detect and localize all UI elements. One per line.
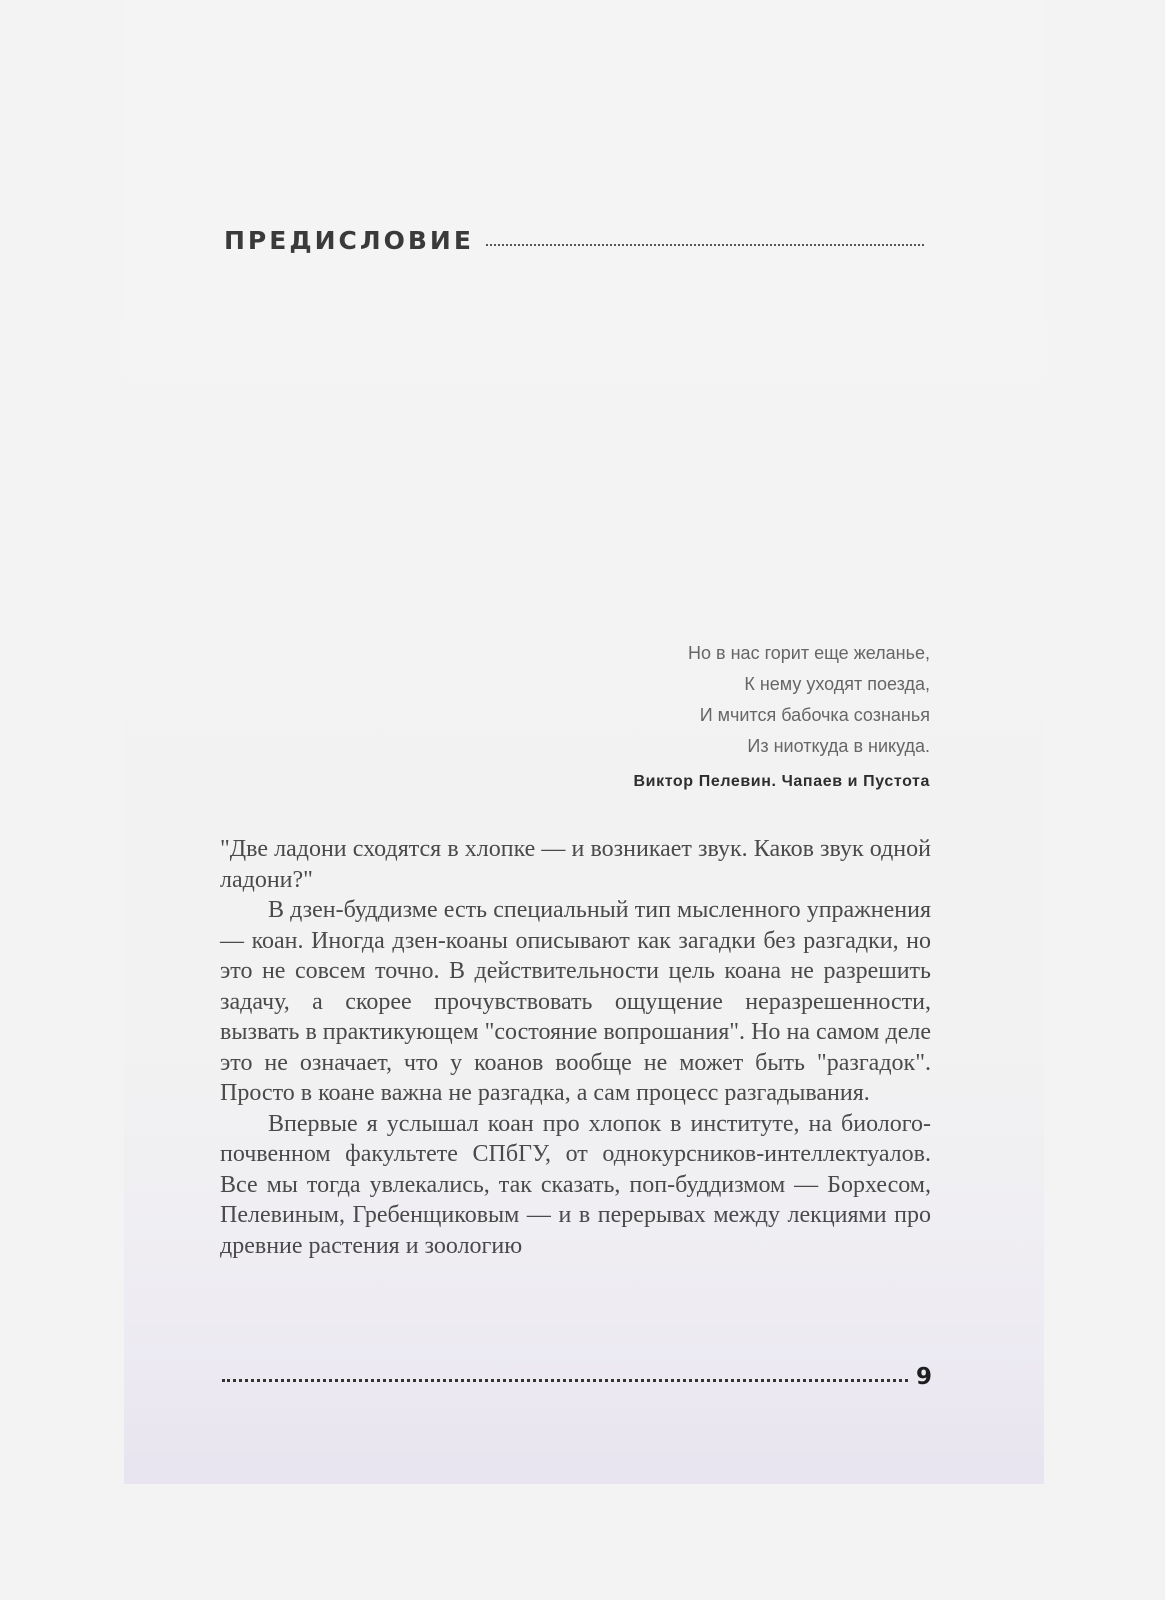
epigraph-line: Из ниоткуда в никуда. [747, 736, 930, 756]
epigraph-attribution: Виктор Пелевин. Чапаев и Пустота [633, 773, 930, 790]
page-number: 9 [915, 1364, 932, 1390]
epigraph [550, 638, 930, 762]
epigraph-line: К нему уходят поезда, [744, 674, 930, 694]
epigraph-line: Но в нас горит еще желанье, [688, 643, 930, 663]
footer-dotted-leader [222, 1378, 908, 1382]
body-text [220, 834, 931, 1261]
body-paragraph: Впервые я услышал коан про хлопок в институте, на биолого-почвенном факультете СПбГУ, от однокурсников-интеллектуалов. Все мы тогда увлекались, так сказать, поп-буддизмом — Борхесом, Пелевиным, Гребенщиковым — и в перерывах между лекциями про древние растения и зоологию [220, 1110, 931, 1259]
chapter-heading-row [224, 226, 924, 266]
epigraph-line: И мчится бабочка сознанья [699, 705, 930, 725]
page-footer [222, 1362, 932, 1392]
body-paragraph: В дзен-буддизме есть специальный тип мысленного упражнения — коан. Иногда дзен-коаны описывают как загадки без разгадки, но это не совсем точно. В действительности цель коана не разрешить задачу, а скорее прочувствовать ощущение неразрешенности, вызвать в практикующем "состояние вопрошания". Но на самом деле это не означает, что у коанов вообще не может быть "разгадок". Просто в коане важна не разгадка, а сам процесс разгадывания. [220, 897, 931, 1106]
heading-dotted-leader [486, 243, 924, 246]
body-paragraph: "Две ладони сходятся в хлопке — и возникает звук. Каков звук одной ладони?" [220, 836, 931, 893]
chapter-title: ПРЕДИСЛОВИЕ [224, 226, 474, 255]
